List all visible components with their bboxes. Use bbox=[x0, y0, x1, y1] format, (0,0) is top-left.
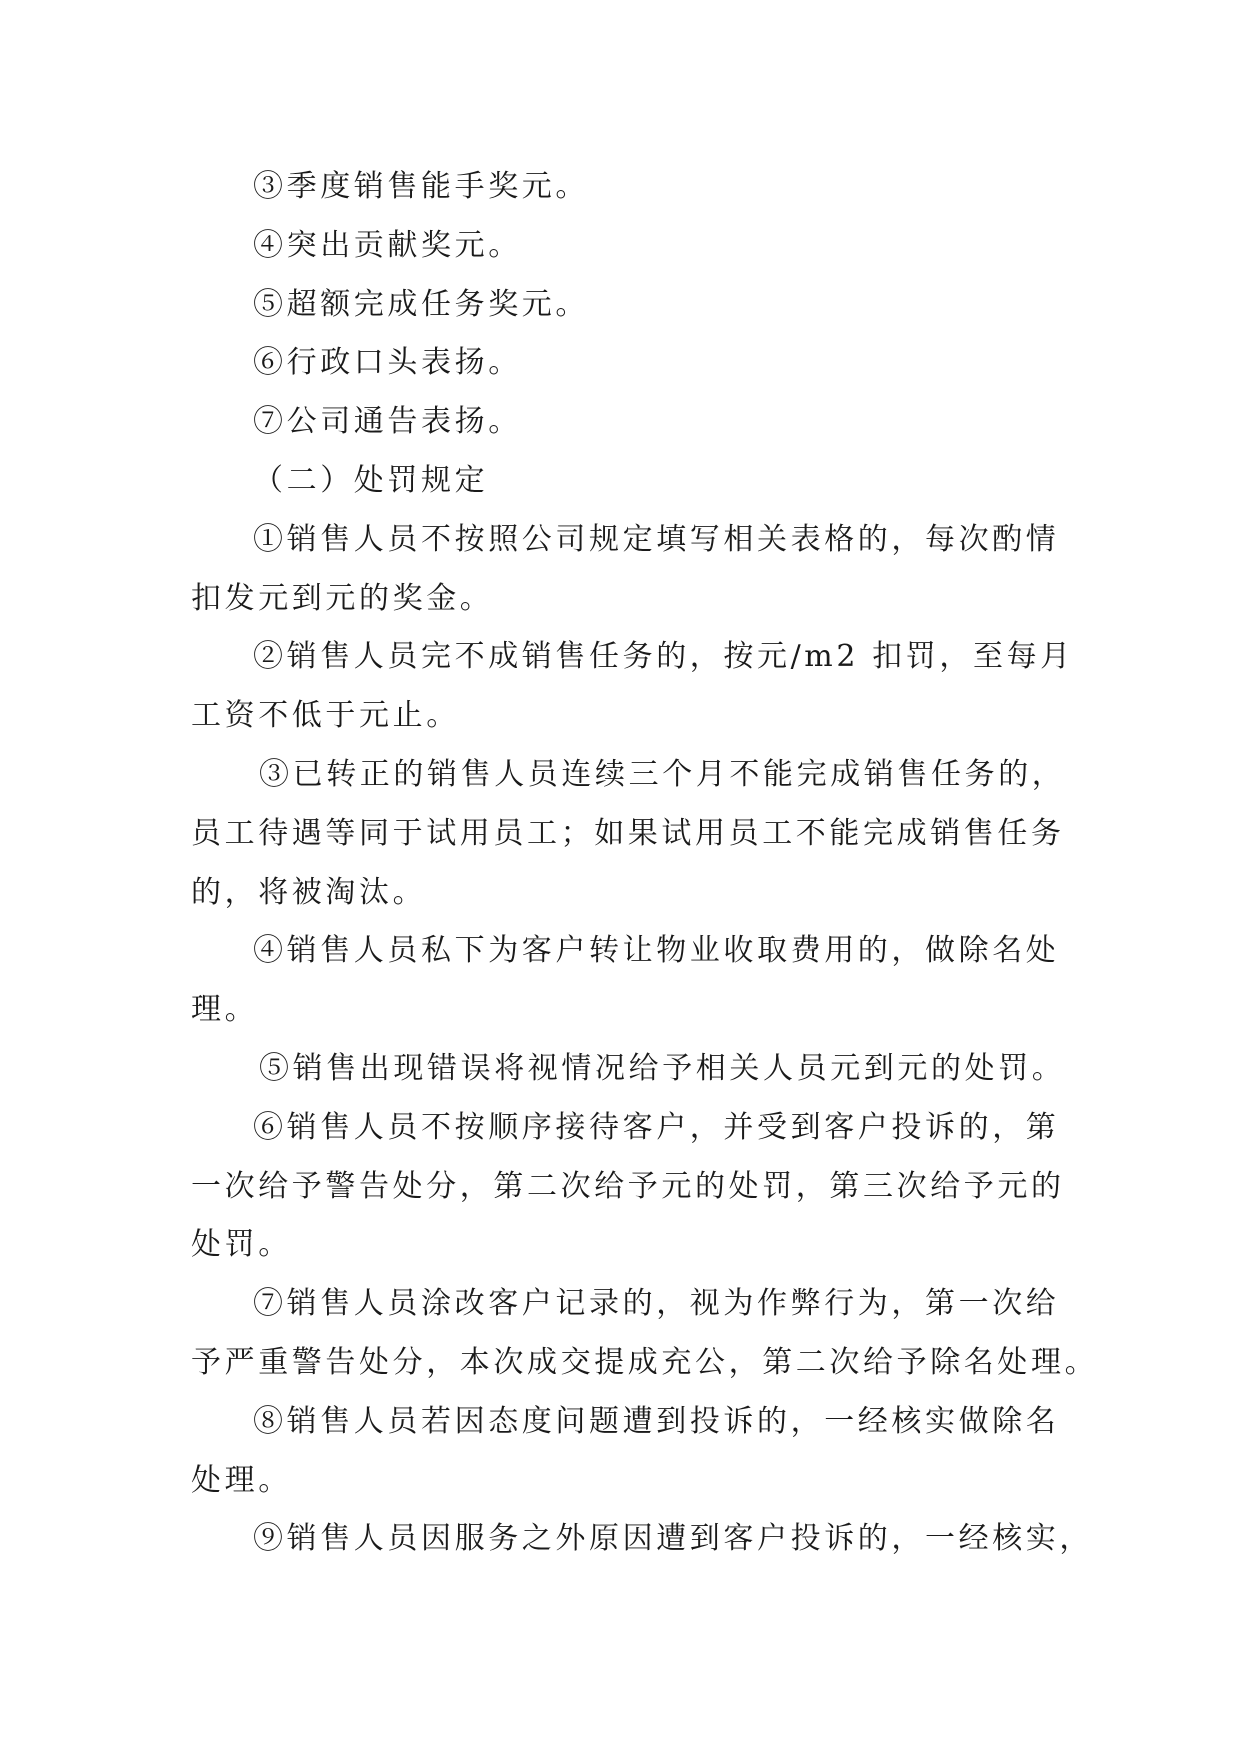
text-line: ⑥销售人员不按顺序接待客户，并受到客户投诉的，第 bbox=[253, 1109, 1060, 1145]
text-line: ④突出贡献奖元。 bbox=[253, 227, 522, 263]
document-body bbox=[191, 158, 1099, 1569]
text-line: ⑤超额完成任务奖元。 bbox=[253, 286, 589, 322]
text-line: 扣发元到元的奖金。 bbox=[191, 580, 494, 616]
text-line: ④销售人员私下为客户转让物业收取费用的，做除名处 bbox=[253, 933, 1060, 969]
text-line: ⑦公司通告表扬。 bbox=[253, 404, 522, 440]
text-line: ③已转正的销售人员连续三个月不能完成销售任务的， bbox=[259, 756, 1066, 792]
text-line: 的，将被淘汰。 bbox=[191, 874, 427, 910]
text-line: ②销售人员完不成销售任务的，按元/m2 扣罚，至每月 bbox=[253, 639, 1074, 675]
text-line: ③季度销售能手奖元。 bbox=[253, 169, 589, 204]
text-line: 处理。 bbox=[191, 1462, 292, 1498]
section-heading: （二）处罚规定 bbox=[253, 462, 489, 498]
text-line: 予严重警告处分，本次成交提成充公，第二次给予除名处理。 bbox=[191, 1344, 1099, 1380]
text-line: ⑧销售人员若因态度问题遭到投诉的，一经核实做除名 bbox=[253, 1403, 1060, 1439]
text-line: ⑥行政口头表扬。 bbox=[253, 345, 522, 381]
text-line: 员工待遇等同于试用员工；如果试用员工不能完成销售任务 bbox=[191, 815, 1065, 851]
text-line: ⑨销售人员因服务之外原因遭到客户投诉的，一经核实， bbox=[253, 1521, 1093, 1557]
text-line: ①销售人员不按照公司规定填写相关表格的，每次酌情 bbox=[253, 521, 1060, 557]
text-line: 处罚。 bbox=[191, 1227, 292, 1263]
text-line: ⑤销售出现错误将视情况给予相关人员元到元的处罚。 bbox=[259, 1050, 1066, 1086]
text-line: 工资不低于元止。 bbox=[191, 698, 460, 734]
text-line: 一次给予警告处分，第二次给予元的处罚，第三次给予元的 bbox=[191, 1168, 1065, 1204]
text-line: ⑦销售人员涂改客户记录的，视为作弊行为，第一次给 bbox=[253, 1286, 1060, 1322]
text-line: 理。 bbox=[191, 992, 259, 1028]
